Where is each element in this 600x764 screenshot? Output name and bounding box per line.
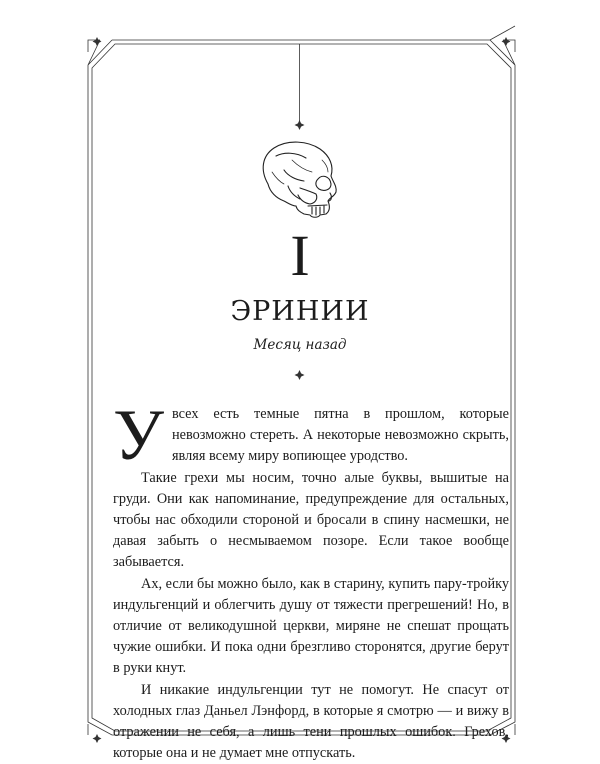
paragraph: Ах, если бы можно было, как в старину, купить пару-тройку индульгенций и облегчить душу от тяжести прегрешений! Но, в отличие от великодушной церкви, миряне не спешат прощать чужие ошибки. И пока одни брезгливо сторонятся, другие берут в руки кнут.: [113, 575, 509, 677]
chapter-title: ЭРИНИИ: [230, 296, 370, 327]
paragraph: И никакие индульгенции тут не помогут. Не спасут от холодных глаз Даньел Лэнфорд, в которые я смотрю — и вижу в отражении не себя, а лишь тени прошлых ошибок. Грехов, которые она и не думает мне отпускать.: [113, 681, 509, 762]
paragraph: Такие грехи мы носим, точно алые буквы, вышитые на груди. Они как напоминание, предупреждение для остальных, чтобы нас обходили стороной и бросали в спину насмешки, не давая забыть о несмываемом позоре. Если такое вообще забывается.: [113, 469, 509, 571]
skull-icon: [0, 0, 600, 230]
chapter-number: I: [290, 223, 310, 288]
paragraph: [113, 395, 509, 475]
paragraph-text: всех есть темные пятна в прошлом, которые невозможно стереть. А некоторые невозможно скрыть, являя всему миру вопиющее уродство.: [171, 406, 509, 465]
drop-cap: У: [113, 395, 164, 475]
chapter-subtitle: Месяц назад: [253, 337, 347, 353]
separator-star-icon: [295, 370, 305, 380]
chapter-body: [113, 395, 509, 764]
